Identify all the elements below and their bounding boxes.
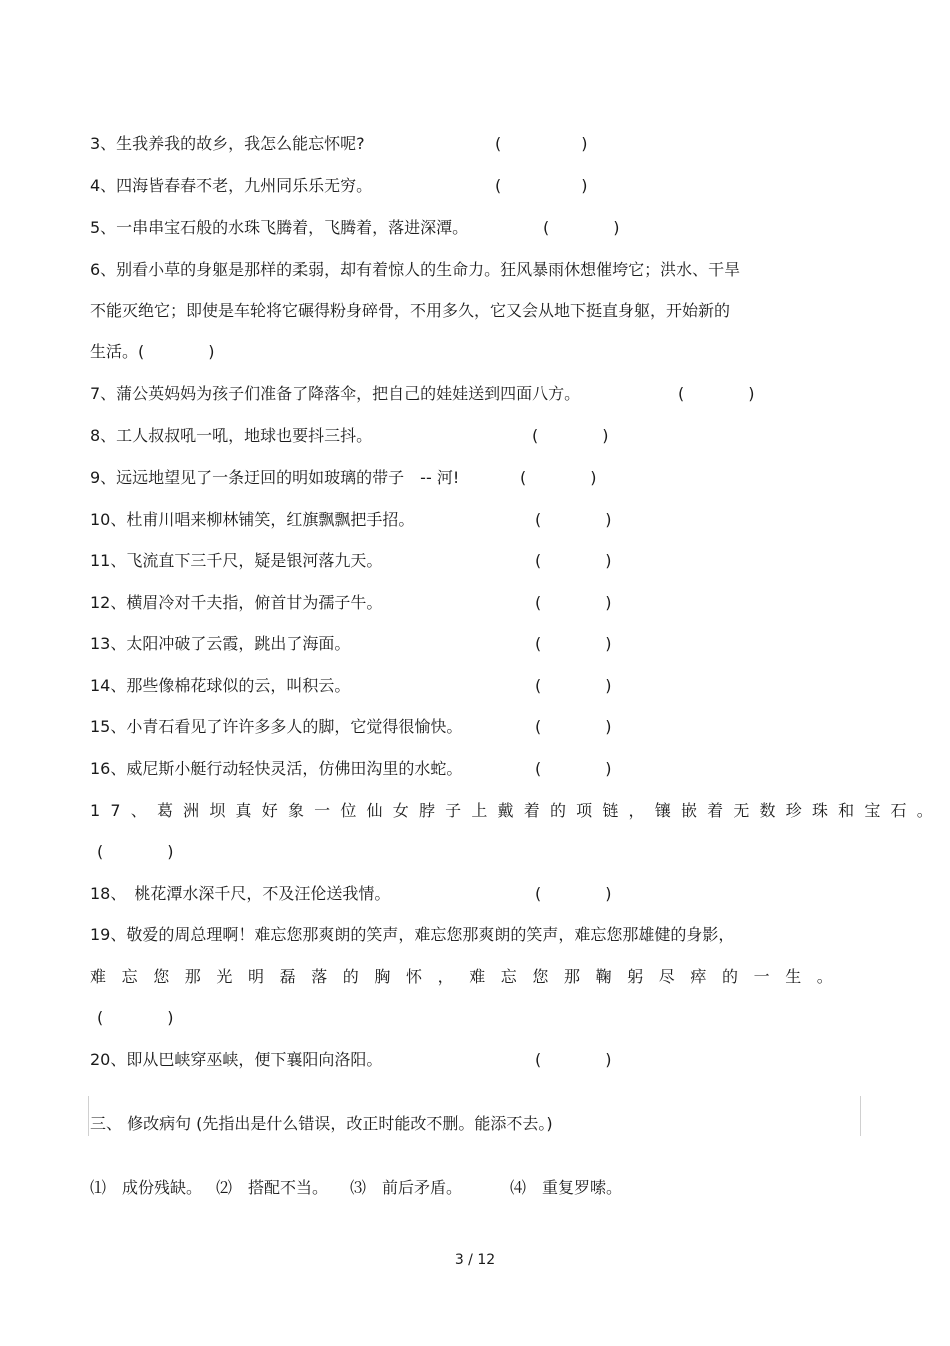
answer-blank-17: ( ) xyxy=(97,842,174,861)
error-type-1: ⑴ 成份残缺。 xyxy=(90,1178,203,1197)
answer-blank-8: ( ) xyxy=(532,426,609,445)
answer-blank-13: ( ) xyxy=(535,634,612,653)
answer-blank-11: ( ) xyxy=(535,551,612,570)
question-item-20: 20、即从巴峡穿巫峡，便下襄阳向洛阳。 xyxy=(90,1050,383,1069)
answer-blank-18: ( ) xyxy=(535,884,612,903)
section-3-heading: 三、 修改病句 (先指出是什么错误，改正时能改不删。能添不去。) xyxy=(90,1114,553,1133)
question-item-7: 7、蒲公英妈妈为孩子们准备了降落伞，把自己的娃娃送到四面八方。 xyxy=(90,384,581,403)
answer-blank-5: ( ) xyxy=(543,218,620,237)
question-item-6-line-2: 不能灭绝它；即使是车轮将它碾得粉身碎骨，不用多久，它又会从地下挺直身躯，开始新的 xyxy=(90,301,731,320)
answer-blank-14: ( ) xyxy=(535,676,612,695)
question-item-17-line-1: 17、葛洲坝真好象一位仙女脖子上戴着的项链，镶嵌着无数珍珠和宝石。 xyxy=(90,801,943,820)
question-item-15: 15、小青石看见了许许多多人的脚，它觉得很愉快。 xyxy=(90,717,463,736)
answer-blank-15: ( ) xyxy=(535,717,612,736)
answer-blank-19: ( ) xyxy=(97,1008,174,1027)
answer-blank-7: ( ) xyxy=(678,384,755,403)
error-type-4: ⑷ 重复罗嗦。 xyxy=(510,1178,623,1197)
question-item-9: 9、远远地望见了一条迂回的明如玻璃的带子 -- 河! xyxy=(90,468,460,487)
question-item-12: 12、横眉冷对千夫指，俯首甘为孺子牛。 xyxy=(90,593,383,612)
question-item-8: 8、工人叔叔吼一吼，地球也要抖三抖。 xyxy=(90,426,373,445)
question-item-10: 10、杜甫川唱来柳林铺笑，红旗飘飘把手招。 xyxy=(90,510,415,529)
answer-blank-12: ( ) xyxy=(535,593,612,612)
error-type-2: ⑵ 搭配不当。 xyxy=(216,1178,329,1197)
question-item-14: 14、那些像棉花球似的云，叫积云。 xyxy=(90,676,351,695)
question-item-4: 4、四海皆春春不老，九州同乐乐无穷。 xyxy=(90,176,373,195)
answer-blank-3: ( ) xyxy=(495,134,588,153)
question-item-19-line-1: 19、敬爱的周总理啊！难忘您那爽朗的笑声，难忘您那爽朗的笑声，难忘您那雄健的身影， xyxy=(90,925,735,944)
answer-blank-9: ( ) xyxy=(520,468,597,487)
question-item-6-line-1: 6、别看小草的身躯是那样的柔弱，却有着惊人的生命力。狂风暴雨休想催垮它；洪水、干旱 xyxy=(90,260,741,279)
section-rule-right xyxy=(860,1096,861,1136)
question-item-11: 11、飞流直下三千尺，疑是银河落九天。 xyxy=(90,551,383,570)
question-item-18: 18、 桃花潭水深千尺，不及汪伦送我情。 xyxy=(90,884,391,903)
question-item-19-line-2: 难忘您那光明磊落的胸怀，难忘您那鞠躬尽瘁的一生。 xyxy=(90,967,849,986)
question-item-6-line-3: 生活。( ) xyxy=(90,342,215,361)
answer-blank-10: ( ) xyxy=(535,510,612,529)
answer-blank-16: ( ) xyxy=(535,759,612,778)
page-number: 3 / 12 xyxy=(454,1252,496,1268)
answer-blank-20: ( ) xyxy=(535,1050,612,1069)
error-type-3: ⑶ 前后矛盾。 xyxy=(350,1178,463,1197)
question-item-3: 3、生我养我的故乡，我怎么能忘怀呢? xyxy=(90,134,365,153)
section-rule-left xyxy=(88,1096,89,1136)
question-item-13: 13、太阳冲破了云霞，跳出了海面。 xyxy=(90,634,351,653)
answer-blank-4: ( ) xyxy=(495,176,588,195)
question-item-5: 5、一串串宝石般的水珠飞腾着，飞腾着，落进深潭。 xyxy=(90,218,469,237)
question-item-16: 16、威尼斯小艇行动轻快灵活，仿佛田沟里的水蛇。 xyxy=(90,759,463,778)
